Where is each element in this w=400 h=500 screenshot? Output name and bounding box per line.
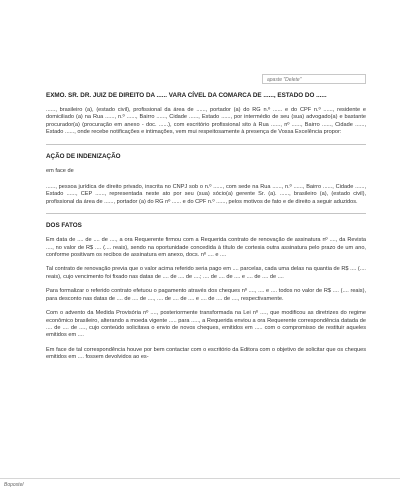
defendant-paragraph: ......, pessoa jurídica de direito privado, inscrita no CNPJ sob o n.º ......, com sede na Rua ......, n.º ......, Bairro ......, Cidade ......, Estado ......, CEP ......, representada neste ato por seu (sua) sócio(a) gerente Sr. (a). ......, brasileiro (a), (estado civil), profissional da área de ......, portador (a) do RG nº ...... e do CPF n.º ......, pelos motivos de fato e de direito a seguir aduzidos. <box>46 184 366 205</box>
facts-paragraph-2: Tal contrato de renovação previa que o valor acima referido seria pago em .... parcelas, cada uma delas na quantia de R$ .... (.... reais), cujo vencimento foi fixado nas datas de .... de .... de ....; .... de .... de .... e .... de .... de .... <box>46 266 366 280</box>
section-divider <box>46 213 366 214</box>
footer-label: Bopostel <box>4 482 24 488</box>
action-title: AÇÃO DE INDENIZAÇÃO <box>46 152 121 160</box>
top-toolbar <box>46 74 366 88</box>
facts-paragraph-3: Para formalizar o referido contrato efetuou o pagamento através dos cheques nº ...., .... e .... todos no valor de R$ .... (.... reais), para desconto nas datas de .... de .... de ...., .... de .... de .... e .... de .... de ...., respectivamente. <box>46 288 366 302</box>
document-heading: EXMO. SR. DR. JUIZ DE DIREITO DA ...... VARA CÍVEL DA COMARCA DE ......, ESTADO DO ...... <box>46 92 327 99</box>
footer-bar <box>0 478 400 492</box>
facts-paragraph-4: Com o advento da Medida Provisória nº ...., posteriormente transformada na Lei nº ...., que modificou as diretrizes do regime econômico brasileiro, alterando a moeda vigente ..... para ....., a Requerida enviou a ora Requerente correspondência datada de .... de .... de ...., cujo conteúdo solicitava o envio de novos cheques, emitidos em ..... com o compromisso de restituir aqueles emitidos em .... <box>46 310 366 339</box>
facts-paragraph-1: Em data de .... de .... de ...., a ora Requerente firmou com a Requerida contrato de renovação de assinatura nº ...., da Revista ...., no valor de R$ .... (.... reais), sendo na oportunidade concedida à título de cortesia outra assinatura pelo prazo de um ano, conforme positivam os recibos de assinatura em anexo, docs. nº .... e .... <box>46 237 366 259</box>
section-divider <box>46 144 366 145</box>
against-label: em face de <box>46 167 74 174</box>
delete-button[interactable]: apaste "Delete" <box>262 74 366 84</box>
document-body <box>46 74 366 369</box>
intro-paragraph: ......, brasileiro (a), (estado civil), profissional da área de ......, portador (a) do RG n.º ...... e do CPF n.º ......, residente e domiciliado (a) na Rua ......, n.º ......, Bairro ......, Cidade ......, Estado ......, por intermédio de seu (sua) advogado(a) e bastante procurador(a) (procuração em anexo - doc. ......), com escritório profissional sito à Rua ......, nº ......, Bairro ......, Cidade ......, Estado ......, onde recebe notificações e intimações, vem mui respeitosamente à presença de Vossa Excelência propor: <box>46 107 366 136</box>
facts-paragraph-5: Em face de tal correspondência houve por bem contactar com o escritório da Editora com o objetivo de solicitar que os cheques emitidos em .... fossem devolvidos ao es- <box>46 346 366 361</box>
facts-title: DOS FATOS <box>46 222 82 230</box>
